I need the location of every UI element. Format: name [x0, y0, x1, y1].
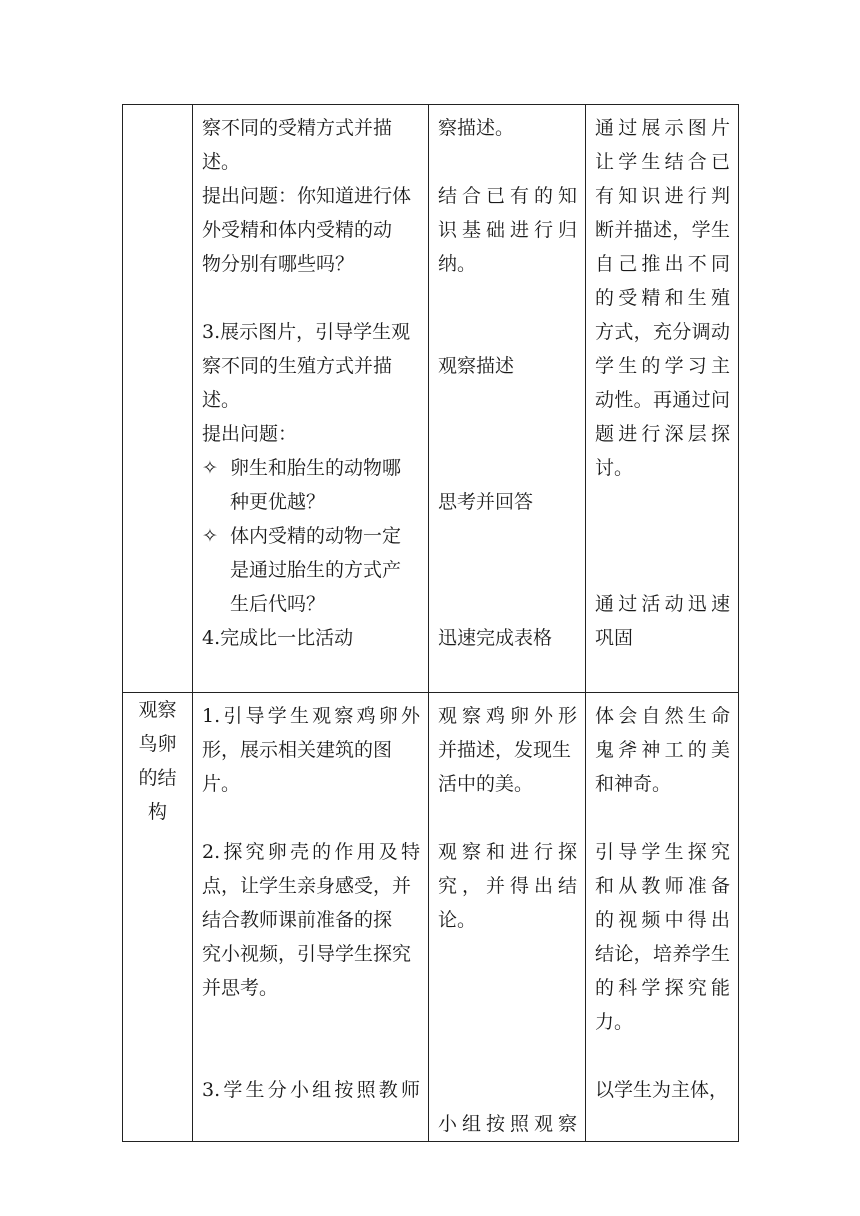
- text-line: 结论，培养学生: [595, 943, 730, 965]
- text-line: 讨。: [595, 457, 634, 479]
- text-line: 的视频中得出: [595, 909, 730, 931]
- text-line: 以学生为主体，: [595, 1079, 729, 1101]
- bullet-item: ✧ 卵生和胎生的动物哪: [202, 451, 420, 485]
- diamond-star-icon: ✧: [202, 525, 218, 547]
- text-line: 和神奇。: [595, 773, 672, 795]
- text-line: 察描述。: [438, 117, 515, 139]
- text-line: 2.探究卵壳的作用及特: [202, 841, 420, 863]
- table-row: [123, 105, 739, 693]
- text-line: 究小视频，引导学生探究: [202, 943, 412, 965]
- text-line: 观察鸡卵外形: [438, 705, 577, 727]
- text-line: 3.学生分小组按照教师: [202, 1079, 420, 1101]
- text-line: 鬼斧神工的美: [595, 739, 730, 761]
- text-line: 和从教师准备: [595, 875, 730, 897]
- teacher-activity-cell: [193, 105, 429, 693]
- teacher-activity-cell: [193, 693, 429, 1142]
- text-line: 通过活动迅速: [595, 593, 730, 615]
- text-line: 活中的美。: [438, 773, 534, 795]
- section-title: 的结: [138, 767, 177, 789]
- text-line: 方式，充分调动: [595, 321, 730, 343]
- text-line: 学生的学习主: [595, 355, 730, 377]
- text-line: 4.完成比一比活动: [202, 627, 354, 649]
- text-line: 察不同的生殖方式并描: [202, 355, 393, 377]
- text-line: 题进行深层探: [595, 423, 730, 445]
- text-line: 动性。再通过问: [595, 389, 730, 411]
- section-title: 鸟卵: [138, 733, 177, 755]
- text-line: 点，让学生亲身感受，并: [202, 875, 412, 897]
- text-line: 是通过胎生的方式产: [230, 559, 402, 581]
- section-cell-empty: [123, 105, 193, 693]
- text-line: 外受精和体内受精的动: [202, 219, 393, 241]
- section-cell: [123, 693, 193, 1142]
- text-line: 物分别有哪些吗？: [202, 253, 355, 275]
- text-line: 论。: [438, 909, 477, 931]
- text-line: 结合教师课前准备的探: [202, 909, 393, 931]
- text-line: 究，并得出结: [438, 875, 577, 897]
- text-line: 片。: [202, 773, 241, 795]
- text-line: 结合已有的知: [438, 185, 577, 207]
- text-line: 述。: [202, 151, 241, 173]
- text-line: 体会自然生命: [595, 705, 730, 727]
- text-line: 观察和进行探: [438, 841, 577, 863]
- text-line: 自己推出不同: [595, 253, 730, 275]
- text-line: 生后代吗？: [230, 593, 326, 615]
- text-line: 观察描述: [438, 355, 515, 377]
- text-line: 断并描述，学生: [595, 219, 730, 241]
- text-line: 力。: [595, 1011, 634, 1033]
- student-activity-cell: [429, 105, 586, 693]
- text-line: 察不同的受精方式并描: [202, 117, 393, 139]
- text-line: 述。: [202, 389, 241, 411]
- text-line: 引导学生探究: [595, 841, 730, 863]
- text-line: 种更优越？: [230, 491, 326, 513]
- text-line: 让学生结合已: [595, 151, 730, 173]
- bullet-item: ✧ 体内受精的动物一定: [202, 519, 420, 553]
- text-line: 巩固: [595, 627, 634, 649]
- text-line: 并思考。: [202, 977, 279, 999]
- diamond-star-icon: ✧: [202, 457, 218, 479]
- text-line: 有知识进行判: [595, 185, 730, 207]
- text-line: 3.展示图片，引导学生观: [202, 321, 411, 343]
- section-title: 构: [147, 801, 167, 823]
- text-line: 形，展示相关建筑的图: [202, 739, 393, 761]
- text-line: 识基础进行归: [438, 219, 577, 241]
- text-line: 提出问题：你知道进行体: [202, 185, 412, 207]
- text-line: 并描述，发现生: [438, 739, 572, 761]
- student-activity-cell: [429, 693, 586, 1142]
- section-title: 观察: [138, 699, 177, 721]
- text-line: 的受精和生殖: [595, 287, 730, 309]
- design-intent-cell: [586, 693, 739, 1142]
- text-line: 通过展示图片: [595, 117, 730, 139]
- text-line: 迅速完成表格: [438, 627, 553, 649]
- text-line: 纳。: [438, 253, 477, 275]
- table-row: [123, 693, 739, 1142]
- text-line: 的科学探究能: [595, 977, 730, 999]
- text-line: 思考并回答: [438, 491, 534, 513]
- text-line: 1.引导学生观察鸡卵外: [202, 705, 420, 727]
- lesson-plan-table: [122, 104, 739, 1142]
- text-line: 提出问题：: [202, 423, 298, 445]
- text-line: 小组按照观察: [438, 1113, 577, 1135]
- design-intent-cell: [586, 105, 739, 693]
